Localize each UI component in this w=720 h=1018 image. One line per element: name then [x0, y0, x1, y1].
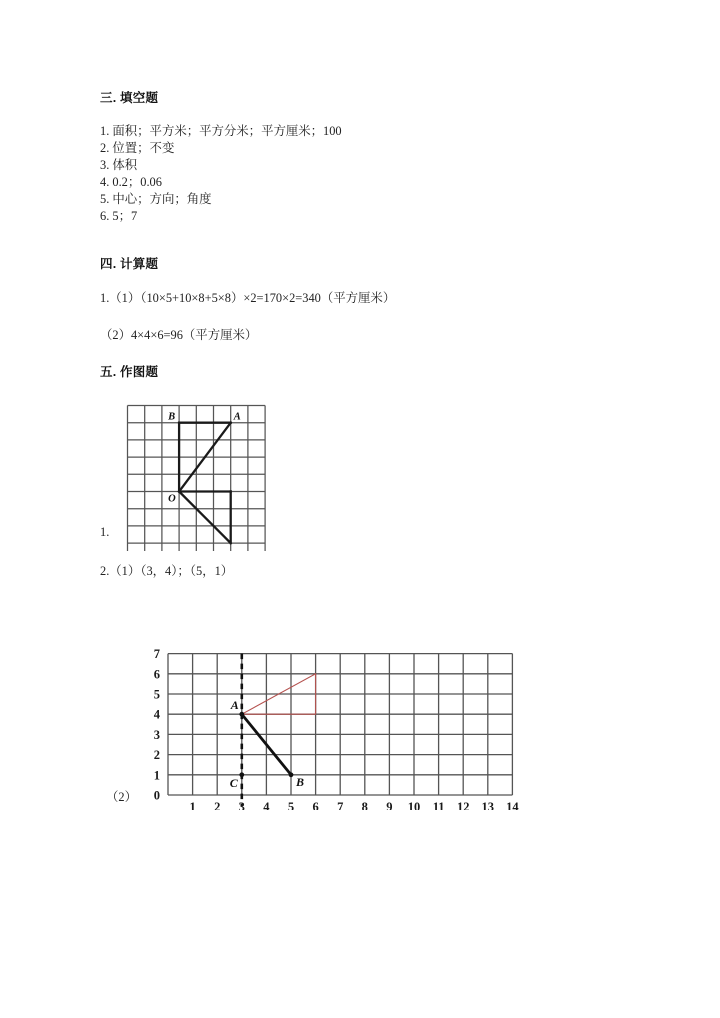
- fill-blank-answer-5: 5. 中心；方向；角度: [100, 192, 212, 206]
- figure-one-svg: [125, 403, 268, 551]
- svg-text:5: 5: [287, 800, 295, 810]
- svg-text:C: C: [229, 775, 238, 790]
- svg-text:1: 1: [153, 768, 160, 783]
- svg-text:12: 12: [456, 800, 470, 810]
- fill-blank-answer-3: 3. 体积: [100, 158, 138, 172]
- drawing-item-1-label: 1.: [100, 525, 110, 539]
- svg-text:10: 10: [407, 800, 421, 810]
- fill-blank-answer-6: 6. 5；7: [100, 209, 138, 223]
- svg-text:7: 7: [337, 800, 344, 810]
- svg-text:0: 0: [153, 788, 160, 803]
- svg-text:3: 3: [238, 800, 245, 810]
- svg-text:B: B: [296, 774, 305, 789]
- svg-text:6: 6: [153, 667, 160, 682]
- fill-blank-answer-2: 2. 位置；不变: [100, 141, 175, 155]
- drawing-item-2-line: 2.（1）（3，4）；（5，1）: [100, 564, 234, 578]
- svg-text:B: B: [168, 411, 176, 423]
- svg-text:6: 6: [312, 800, 319, 810]
- svg-text:A: A: [233, 411, 241, 423]
- section-heading-fill-blank: 三. 填空题: [100, 91, 159, 105]
- grid-lines: [168, 654, 512, 795]
- svg-text:O: O: [168, 493, 176, 505]
- svg-text:3: 3: [153, 727, 160, 742]
- svg-text:4: 4: [263, 800, 270, 810]
- svg-text:2: 2: [153, 748, 160, 763]
- svg-text:2: 2: [214, 800, 221, 810]
- axis-tick-labels: [154, 647, 520, 810]
- svg-text:5: 5: [153, 687, 160, 702]
- calculation-line-2: （2）4×4×6=96（平方厘米）: [100, 328, 258, 342]
- section-heading-calculation: 四. 计算题: [100, 257, 159, 271]
- svg-text:9: 9: [386, 800, 393, 810]
- svg-text:8: 8: [361, 800, 368, 810]
- shape-strokes: [179, 423, 231, 543]
- fill-blank-answer-4: 4. 0.2；0.06: [100, 175, 162, 189]
- svg-text:13: 13: [481, 800, 495, 810]
- svg-text:7: 7: [153, 647, 160, 662]
- grid-lines: [128, 406, 266, 552]
- calculation-line-1: 1.（1）（10×5+10×8+5×8）×2=170×2=340（平方厘米）: [100, 291, 396, 305]
- svg-text:1: 1: [189, 800, 196, 810]
- figure-coordinate-plane: [120, 620, 520, 810]
- drawing-item-2-sub-label: （2）: [106, 790, 137, 804]
- fill-blank-answer-1: 1. 面积；平方米；平方分米；平方厘米；100: [100, 124, 342, 138]
- section-heading-drawing: 五. 作图题: [100, 365, 159, 379]
- figure-two-svg: [120, 620, 520, 810]
- svg-text:14: 14: [506, 800, 519, 810]
- figure-grid-shape: [125, 403, 268, 551]
- svg-text:11: 11: [432, 800, 445, 810]
- svg-text:A: A: [230, 698, 239, 713]
- svg-text:4: 4: [153, 707, 160, 722]
